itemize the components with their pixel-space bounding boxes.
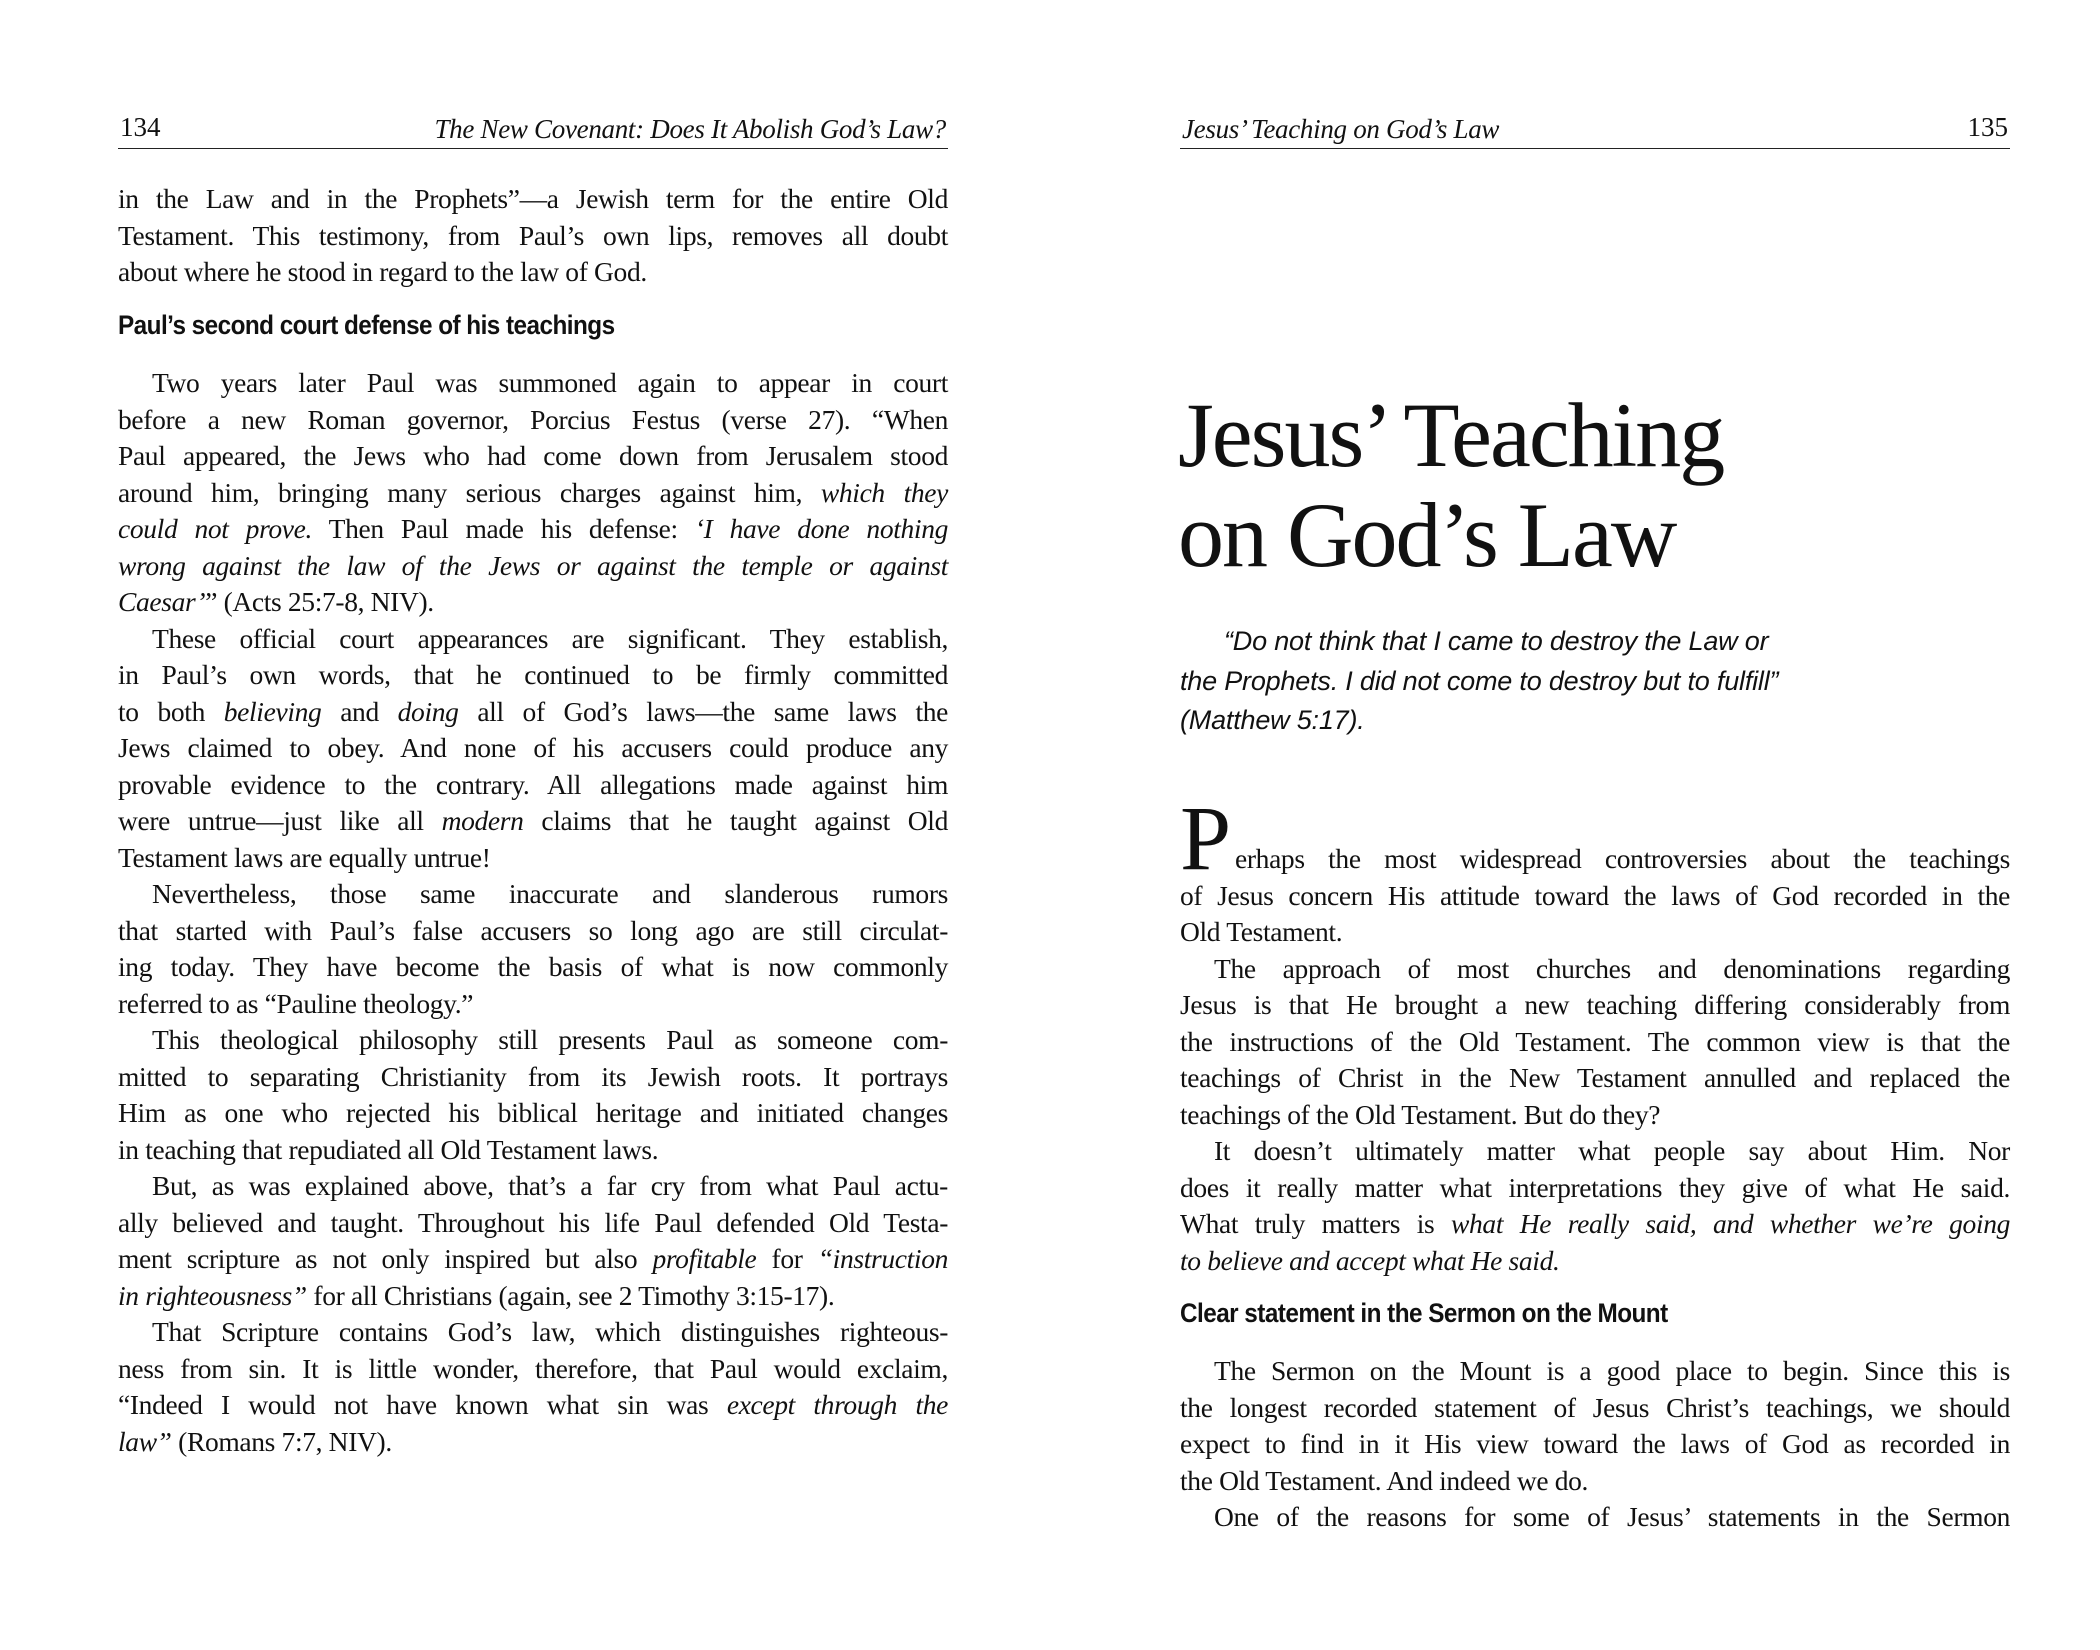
text-line — [118, 181, 948, 218]
text-run: claims that he taught against Old — [523, 805, 948, 836]
text-run: That Scripture contains God’s law, which distinguishes righteous- — [152, 1316, 948, 1347]
text-run: to both — [118, 695, 224, 727]
drop-cap: P — [1180, 787, 1232, 889]
text-line — [118, 584, 948, 621]
text-run: Testament. This testimony, from Paul’s own lips, removes all doubt — [118, 219, 948, 251]
text-line — [118, 1095, 948, 1132]
text-line — [1180, 1060, 2010, 1097]
text-run: ally believed and taught. Throughout his life Paul defended Old Testa- — [118, 1206, 948, 1238]
text-run: The Sermon on the Mount is a good place to begin. Since this is — [1214, 1355, 2010, 1386]
text-run: in the Law and in the Prophets”—a Jewish term for the entire Old — [118, 183, 948, 214]
text-run: the instructions of the Old Testament. The common view is that the — [1180, 1025, 2010, 1057]
left-page — [118, 0, 948, 1650]
running-head-title: The New Covenant: Does It Abolish God’s Law? — [434, 114, 946, 144]
text-run: It doesn’t ultimately matter what people say about Him. Nor — [1214, 1135, 2010, 1166]
text-run: around him, bringing many serious charges against him, — [118, 476, 821, 508]
text-run: provable evidence to the contrary. All allegations made against him — [118, 768, 948, 800]
running-header — [118, 112, 948, 149]
text-run: ness from sin. It is little wonder, therefore, that Paul would exclaim, — [118, 1352, 948, 1384]
text-line — [118, 1205, 948, 1242]
text-run: ment scripture as not only inspired but also — [118, 1243, 653, 1274]
text-line — [118, 913, 948, 950]
italic-text: believing — [223, 695, 322, 727]
text-line — [118, 694, 948, 731]
text-line — [118, 949, 948, 986]
text-line — [1180, 1024, 2010, 1061]
text-run: mitted to separating Christianity from its Jewish roots. It portrays — [118, 1060, 948, 1092]
text-line — [118, 548, 948, 585]
text-line — [118, 1168, 948, 1205]
intro-paragraph — [118, 181, 948, 291]
text-line — [1180, 1499, 2010, 1536]
text-run: ” (Acts 25:7-8, NIV). — [205, 586, 434, 617]
text-line — [118, 365, 948, 402]
text-line — [1180, 914, 2010, 951]
text-run: This theological philosophy still presents Paul as someone com- — [152, 1024, 948, 1055]
text-line — [118, 1022, 948, 1059]
italic-text: law” — [118, 1425, 172, 1457]
section-heading: Clear statement in the Sermon on the Mount — [1180, 1298, 1668, 1328]
text-line — [118, 511, 948, 548]
text-run: What truly matters is — [1180, 1208, 1452, 1239]
italic-text: ‘I have done nothing — [694, 513, 948, 544]
chapter-title-line-1: Jesus’ Teaching — [1178, 384, 1724, 486]
body-text — [118, 365, 948, 1460]
text-line — [118, 621, 948, 658]
running-header — [1180, 112, 2010, 149]
italic-text: Caesar’ — [118, 586, 206, 617]
text-line — [1180, 1206, 2010, 1243]
text-run: about where he stood in regard to the law of God. — [118, 256, 647, 287]
text-line — [118, 438, 948, 475]
text-line — [118, 1241, 948, 1278]
epigraph-line: (Matthew 5:17). — [1180, 705, 1365, 735]
text-line — [118, 986, 948, 1023]
text-line — [118, 254, 948, 291]
italic-text: “instruction — [817, 1243, 948, 1274]
text-run: Jews claimed to obey. And none of his accusers could produce any — [118, 732, 948, 763]
italic-text: profitable — [652, 1243, 757, 1274]
text-line — [1180, 1390, 2010, 1427]
text-line — [1180, 1463, 2010, 1500]
body-text — [1180, 841, 2010, 1279]
text-run: of Jesus concern His attitude toward the laws of God recorded in the — [1180, 879, 2010, 911]
text-run: Old Testament. — [1180, 916, 1343, 947]
text-line — [1180, 1097, 2010, 1134]
text-line — [118, 1059, 948, 1096]
epigraph-line: “Do not think that I came to destroy the Law or — [1224, 626, 1769, 656]
text-run: teachings of Christ in the New Testament annulled and replaced the — [1180, 1062, 2010, 1093]
text-run: Him as one who rejected his biblical heritage and initiated changes — [118, 1097, 948, 1128]
text-line — [118, 1351, 948, 1388]
text-run: for — [756, 1243, 818, 1274]
text-run: the Old Testament. And indeed we do. — [1180, 1464, 1589, 1496]
text-run: Nevertheless, those same inaccurate and slanderous rumors — [152, 878, 948, 909]
text-run: Testament laws are equally untrue! — [118, 841, 491, 873]
text-line — [118, 218, 948, 255]
italic-text: modern — [441, 805, 524, 836]
italic-text: doing — [397, 695, 459, 727]
italic-text: could not prove. — [118, 513, 313, 544]
text-run: But, as was explained above, that’s a far cry from what Paul actu- — [152, 1170, 948, 1201]
text-line — [1180, 1426, 2010, 1463]
body-text-continued — [1180, 1353, 2010, 1536]
text-line — [118, 1314, 948, 1351]
epigraph-line: the Prophets. I did not come to destroy but to fulfill” — [1180, 665, 1779, 696]
text-line — [1180, 878, 2010, 915]
text-line — [1180, 1170, 2010, 1207]
text-run: Two years later Paul was summoned again to appear in court — [152, 367, 948, 398]
text-run: in teaching that repudiated all Old Testament laws. — [118, 1133, 659, 1165]
text-line — [118, 767, 948, 804]
text-run: before a new Roman governor, Porcius Festus (verse 27). “When — [118, 403, 948, 435]
text-run: (Romans 7:7, NIV). — [171, 1425, 392, 1457]
text-run: the longest recorded statement of Jesus Christ’s teachings, we should — [1180, 1391, 2010, 1423]
page-number: 135 — [1967, 112, 2008, 142]
text-run: does it really matter what interpretations they give of what He said. — [1180, 1171, 2010, 1203]
text-run: Paul appeared, the Jews who had come down from Jerusalem stood — [118, 440, 948, 471]
text-run: “Indeed I would not have known what sin was — [118, 1389, 727, 1420]
text-line — [118, 402, 948, 439]
text-line — [118, 803, 948, 840]
italic-text: which they — [820, 476, 948, 508]
italic-text: wrong against the law of the Jews or against the temple or against — [118, 549, 948, 581]
italic-text: what He really said, and whether we’re going — [1451, 1208, 2011, 1239]
text-line — [118, 1424, 948, 1461]
running-head-title: Jesus’ Teaching on God’s Law — [1182, 114, 1500, 144]
text-line — [118, 1387, 948, 1424]
text-run: teachings of the Old Testament. But do they? — [1180, 1098, 1661, 1130]
text-line — [1180, 987, 2010, 1024]
text-line — [1180, 951, 2010, 988]
text-run: referred to as “Pauline theology.” — [118, 987, 474, 1019]
text-run: all of God’s laws—the same laws the — [458, 695, 948, 727]
epigraph — [1180, 622, 1778, 741]
text-run: were untrue—just like all — [118, 805, 442, 836]
text-line — [118, 475, 948, 512]
text-line — [118, 1278, 948, 1315]
italic-text: except through the — [726, 1389, 948, 1420]
text-line — [1180, 1133, 2010, 1170]
text-run: ing today. They have become the basis of what is now commonly — [118, 951, 948, 982]
text-run: One of the reasons for some of Jesus’ statements in the Sermon — [1214, 1501, 2010, 1532]
text-line — [118, 1132, 948, 1169]
text-line — [1180, 1353, 2010, 1390]
right-page — [1180, 0, 2010, 1650]
text-run: and — [321, 695, 398, 727]
section-heading: Paul’s second court defense of his teachings — [118, 310, 615, 340]
text-run: erhaps the most widespread controversies about the teachings — [1235, 843, 2010, 874]
text-run: in Paul’s own words, that he continued to be firmly committed — [118, 659, 948, 690]
italic-text: in righteousness” — [118, 1279, 307, 1311]
text-run: that started with Paul’s false accusers so long ago are still circulat- — [118, 914, 948, 946]
text-run: for all Christians (again, see 2 Timothy 3:15-17). — [306, 1279, 835, 1311]
text-line — [118, 876, 948, 913]
text-run: Then Paul made his defense: — [312, 513, 695, 544]
text-run: Jesus is that He brought a new teaching differing considerably from — [1180, 989, 2010, 1020]
text-run: These official court appearances are significant. They establish, — [152, 622, 948, 654]
text-line — [118, 657, 948, 694]
text-line — [1180, 1243, 2010, 1280]
text-line — [118, 840, 948, 877]
text-line — [1180, 841, 2010, 878]
chapter-title-line-2: on God’s Law — [1178, 484, 1676, 586]
text-run: expect to find in it His view toward the laws of God as recorded in — [1180, 1428, 2010, 1459]
text-run: The approach of most churches and denominations regarding — [1214, 952, 2010, 984]
text-line — [118, 730, 948, 767]
italic-text: to believe and accept what He said. — [1180, 1244, 1560, 1276]
page-number: 134 — [120, 112, 161, 142]
